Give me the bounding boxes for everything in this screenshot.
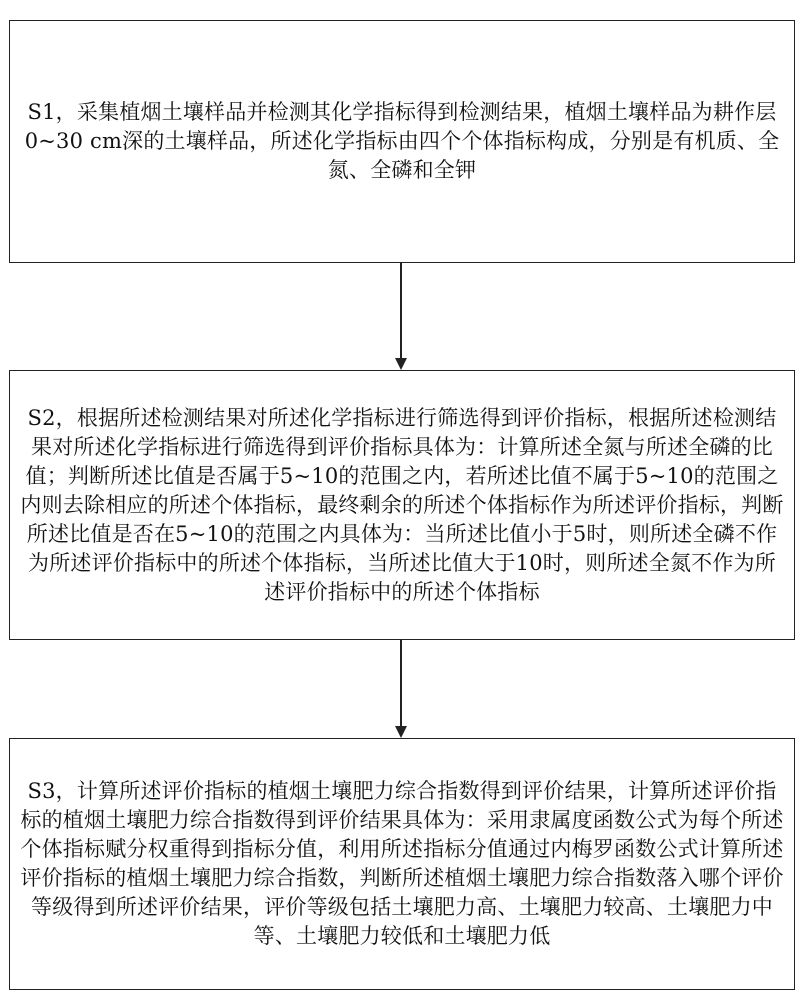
step-text-s2: S2，根据所述检测结果对所述化学指标进行筛选得到评价指标，根据所述检测结果对所述化学指标进行筛选得到评价指标具体为：计算所述全氮与所述全磷的比值；判断所述比值是否属于5~10的范围之内，若所述比值不属于5~10的范围之内则去除相应的所述个体指标，最终剩余的所述个体指标作为所述评价指标，判断所述比值是否在5~10的范围之内具体为：当所述比值小于5时，则所述全磷不作为所述评价指标中的所述个体指标，当所述比值大于10时，则所述全氮不作为所述评价指标中的所述个体指标 — [20, 405, 784, 604]
arrow-shaft — [400, 263, 402, 358]
step-box-s2 — [9, 370, 795, 640]
step-text-s3: S3，计算所述评价指标的植烟土壤肥力综合指数得到评价结果，计算所述评价指标的植烟土壤肥力综合指数得到评价结果具体为：采用隶属度函数公式为每个所述个体指标赋分权重得到指标分值，利用所述指标分值通过内梅罗函数公式计算所述评价指标的植烟土壤肥力综合指数，判断所述植烟土壤肥力综合指数落入哪个评价等级得到所述评价结果，评价等级包括土壤肥力高、土壤肥力较高、土壤肥力中等、土壤肥力较低和土壤肥力低 — [20, 779, 784, 948]
arrow-shaft — [400, 640, 402, 726]
step-text-s1: S1，采集植烟土壤样品并检测其化学指标得到检测结果，植烟土壤样品为耕作层0~30 cm深的土壤样品，所述化学指标由四个个体指标构成，分别是有机质、全氮、全磷和全钾 — [24, 100, 780, 182]
step-box-s1 — [9, 20, 795, 263]
arrow-head-icon — [395, 358, 407, 370]
arrow-head-icon — [395, 726, 407, 738]
step-box-s3 — [9, 738, 795, 990]
